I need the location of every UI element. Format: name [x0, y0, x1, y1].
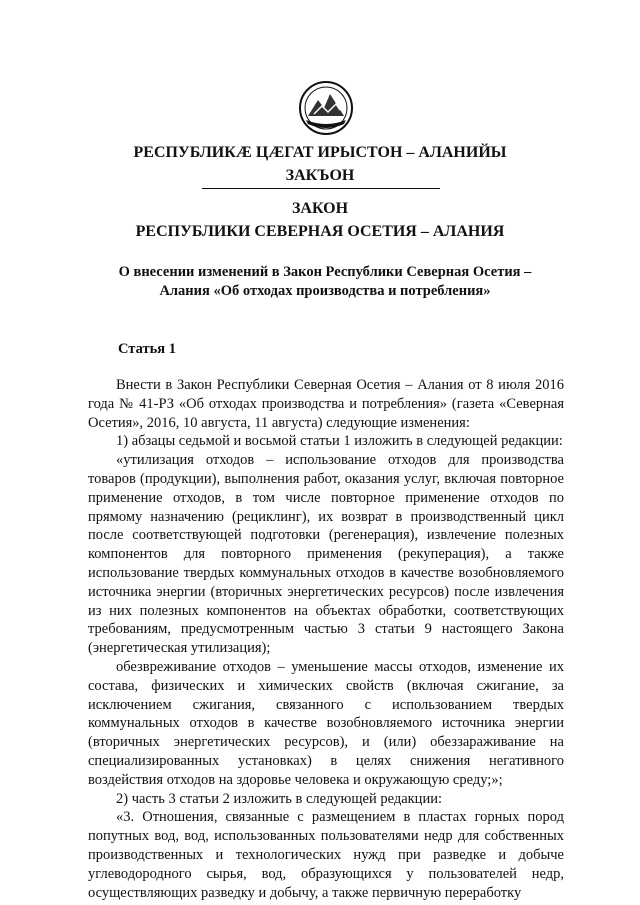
law-subtitle: О внесении изменений в Закон Республики Северная Осетия – Алания «Об отходах производства и потребления»: [118, 264, 532, 299]
ossetian-law-word: ЗАКЪОН: [285, 167, 355, 184]
law-body: [88, 376, 564, 902]
paragraph-utilization-definition: «утилизация отходов – использование отходов для производства товаров (продукции), выполнения работ, оказания услуг, включая повторное применение отходов, в том числе повторное применение отходов по прямому назначению (рециклинг), их возврат в производственный цикл после соответствующей подготовки (регенерация), извлечение полезных компонентов для повторного применения (рекуперация), а также использование твердых коммунальных отходов в качестве возобновляемого источника энергии (вторичных энергетических ресурсов) после извлечения из них полезных компонентов на объектах обработки, соответствующих требованиям, предусмотренным частью 3 статьи 9 настоящего Закона (энергетическая утилизация);: [88, 452, 564, 657]
paragraph-intro: Внести в Закон Республики Северная Осетия – Алания от 8 июля 2016 года № 41-РЗ «Об отходах производства и потребления» (газета «Северная Осетия», 2016, 10 августа, 11 августа) следующие изменения:: [88, 377, 564, 431]
paragraph-neutralization-definition: обезвреживание отходов – уменьшение массы отходов, изменение их состава, физических и химических свойств (включая сжигание, за исключением сжигания, связанного с использованием твердых коммунальных отходов в качестве возобновляемого источника энергии (вторичных энергетических ресурсов), и (или) обеззараживание на специализированных установках) в целях снижения негативного воздействия отходов на здоровье человека и окружающую среду;»;: [88, 658, 564, 788]
ossetian-republic-title: РЕСПУБЛИКӔ ЦӔГАТ ИРЫСТОН – АЛАНИЙЫ: [133, 144, 507, 161]
russian-republic-title: РЕСПУБЛИКИ СЕВЕРНАЯ ОСЕТИЯ – АЛАНИЯ: [135, 223, 505, 240]
paragraph-item-2: 2) часть 3 статьи 2 изложить в следующей редакции:: [116, 790, 442, 807]
header-divider: [202, 188, 440, 189]
russian-law-word: ЗАКОН: [291, 200, 349, 217]
paragraph-item-1: 1) абзацы седьмой и восьмой статьи 1 изложить в следующей редакции:: [116, 433, 563, 450]
paragraph-part-3: «3. Отношения, связанные с размещением в пластах горных пород попутных вод, вод, использованных пользователями недр для собственных производственных и технологических нужд при разведке и добыче углеводородного сырья, вод, образующихся у пользователей недр, осуществляющих разведку и добычу, а также первичную переработку: [88, 809, 564, 901]
coat-of-arms-emblem: [298, 80, 354, 136]
article-heading: Статья 1: [118, 341, 176, 357]
